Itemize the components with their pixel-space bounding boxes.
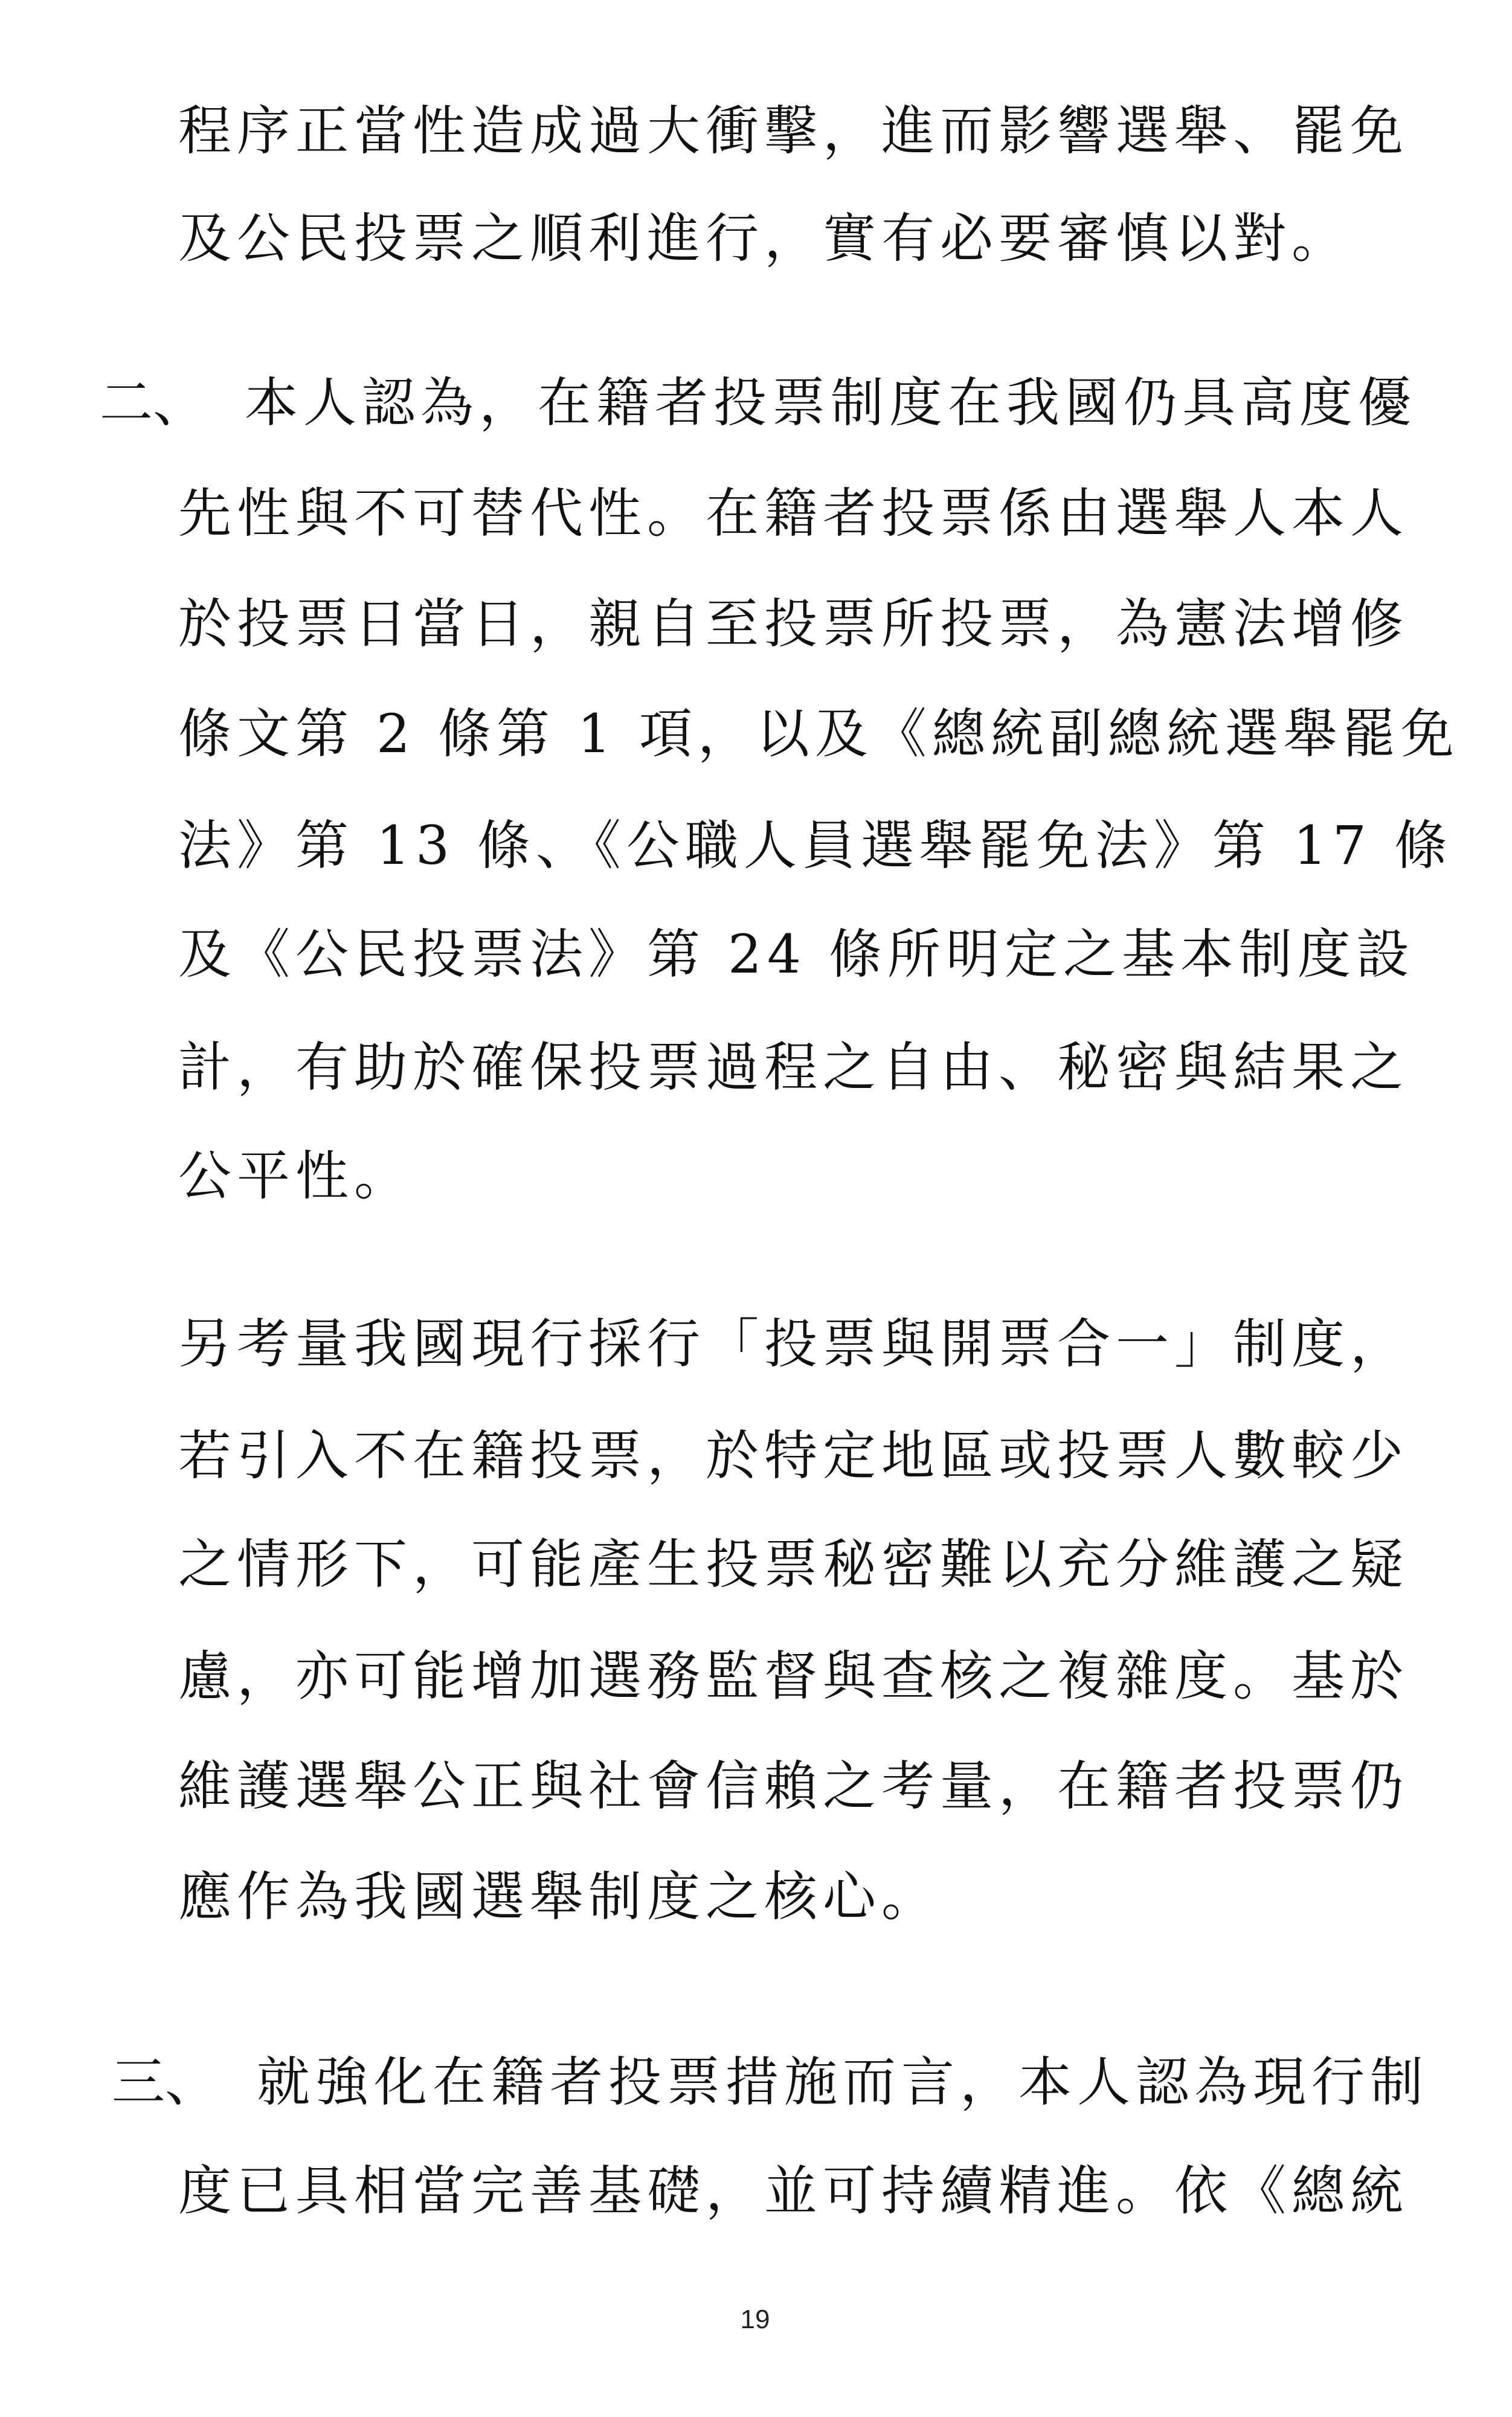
text-line: 計，有助於確保投票過程之自由、秘密與結果之 [178, 1036, 1409, 1098]
text-line: 本人認為，在籍者投票制度在我國仍具高度優 [245, 372, 1417, 434]
page-number: 19 [740, 2305, 770, 2334]
text-line: 慮，亦可能增加選務監督與查核之複雜度。基於 [178, 1645, 1409, 1707]
text-line: 條文第 2 條第 1 項，以及《總統副總統選舉罷免 [178, 703, 1459, 765]
text-line: 若引入不在籍投票，於特定地區或投票人數較少 [178, 1424, 1409, 1487]
text-line: 先性與不可替代性。在籍者投票係由選舉人本人 [178, 482, 1409, 544]
text-line: 於投票日當日，親自至投票所投票，為憲法增修 [178, 593, 1409, 655]
section-marker-2: 二、 [100, 372, 207, 434]
text-line: 法》第 13 條、《公職人員選舉罷免法》第 17 條 [178, 814, 1453, 877]
text-line: 維護選舉公正與社會信賴之考量，在籍者投票仍 [178, 1755, 1409, 1817]
text-line: 度已具相當完善基礎，並可持續精進。依《總統 [178, 2160, 1409, 2222]
text-line: 就強化在籍者投票措施而言，本人認為現行制 [257, 2051, 1429, 2113]
text-line: 另考量我國現行採行「投票與開票合一」制度， [178, 1313, 1409, 1375]
text-line: 公平性。 [178, 1145, 413, 1207]
text-line: 及《公民投票法》第 24 條所明定之基本制度設 [178, 923, 1415, 985]
text-line: 及公民投票之順利進行，實有必要審慎以對。 [178, 207, 1351, 269]
text-line: 應作為我國選舉制度之核心。 [178, 1865, 941, 1928]
text-line: 程序正當性造成過大衝擊，進而影響選舉、罷免 [178, 100, 1409, 162]
section-marker-3: 三、 [112, 2051, 219, 2113]
text-line: 之情形下，可能產生投票秘密難以充分維護之疑 [178, 1533, 1409, 1595]
